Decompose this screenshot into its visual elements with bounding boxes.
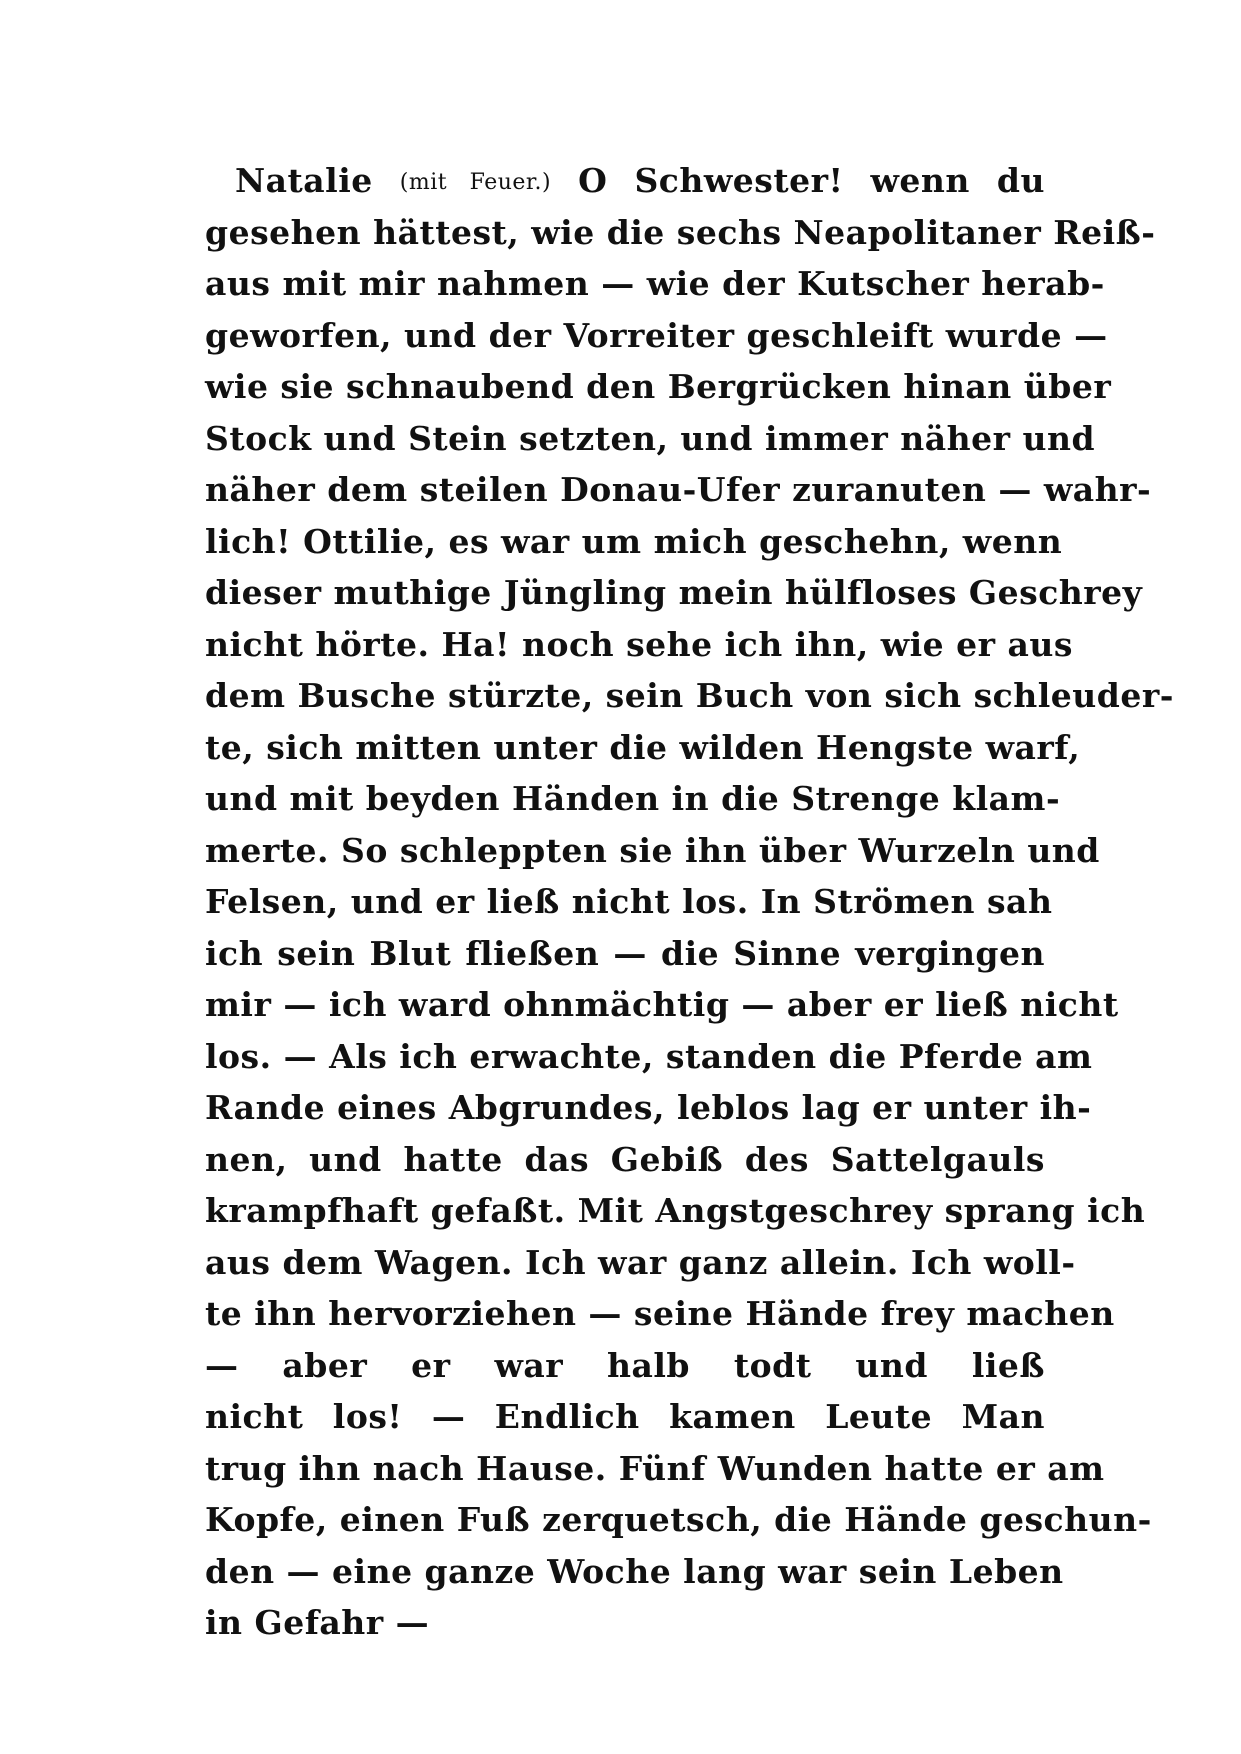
text-line: aus mit mir nahmen — wie der Kutscher herab- — [205, 264, 1105, 303]
text-line-1-rest: O Schwester! wenn du — [578, 161, 1045, 200]
text-line: nen, und hatte das Gebiß des Sattelgauls — [205, 1139, 1045, 1179]
text-line: te, sich mitten unter die wilden Hengste warf, — [205, 727, 1081, 767]
text-line: — aber er war halb todt und ließ — [205, 1345, 1045, 1385]
text-line: wie sie schnaubend den Bergrücken hinan über — [205, 367, 1112, 406]
text-line: Felsen, und er ließ nicht los. In Strömen sah — [205, 882, 1053, 921]
text-line: los. — Als ich erwachte, standen die Pferde am — [205, 1036, 1093, 1076]
text-line: merte. So schleppten sie ihn über Wurzeln und — [205, 830, 1100, 870]
stage-direction: (mit Feuer.) — [399, 170, 552, 195]
text-line: te ihn hervorziehen — seine Hände frey machen — [205, 1294, 1115, 1333]
text-line: näher dem steilen Donau-Ufer zuranuten — wahr- — [205, 470, 1152, 509]
text-line: Stock und Stein setzten, und immer näher und — [205, 418, 1096, 458]
text-line: Rande eines Abgrundes, leblos lag er unter ih- — [205, 1088, 1092, 1127]
text-line: nicht hörte. Ha! noch sehe ich ihn, wie er aus — [205, 624, 1073, 664]
text-line: den — eine ganze Woche lang war sein Leben — [205, 1551, 1064, 1591]
text-line: geworfen, und der Vorreiter geschleift wurde — — [205, 315, 1108, 355]
text-line: nicht los! — Endlich kamen Leute Man — [205, 1397, 1045, 1436]
text-line: gesehen hättest, wie die sechs Neapolitaner Reiß- — [205, 212, 1156, 252]
text-line: dem Busche stürzte, sein Buch von sich schleuder- — [205, 676, 1174, 715]
text-line: und mit beyden Händen in die Strenge klam- — [205, 779, 1061, 818]
text-line-1 — [205, 155, 1045, 207]
text-line: dieser muthige Jüngling mein hülfloses Geschrey — [205, 573, 1143, 612]
text-line: mir — ich ward ohnmächtig — aber er ließ nicht — [205, 985, 1119, 1024]
text-line: ich sein Blut fließen — die Sinne vergingen — [205, 933, 1045, 973]
speaker-name: Natalie — [235, 161, 373, 200]
text-line: trug ihn nach Hause. Fünf Wunden hatte er am — [205, 1448, 1105, 1488]
text-line: Kopfe, einen Fuß zerquetsch, die Hände geschun- — [205, 1500, 1152, 1539]
text-line-last: in Gefahr — — [205, 1603, 430, 1642]
text-line: lich! Ottilie, es war um mich geschehn, wenn — [205, 521, 1063, 561]
text-line: krampfhaft gefaßt. Mit Angstgeschrey sprang ich — [205, 1191, 1146, 1230]
dialogue-passage — [205, 155, 1174, 1649]
text-line: aus dem Wagen. Ich war ganz allein. Ich woll- — [205, 1242, 1076, 1282]
